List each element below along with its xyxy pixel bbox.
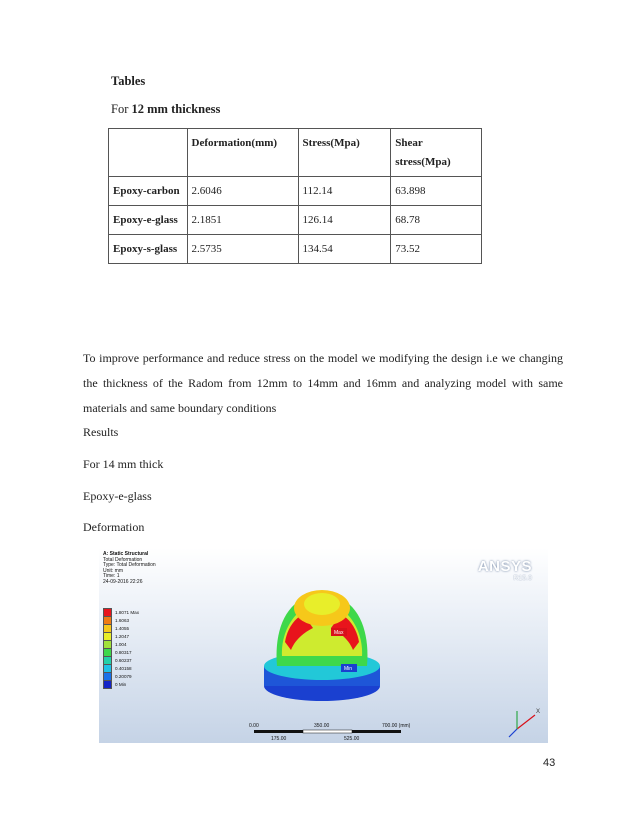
table-cell: 73.52 (391, 235, 482, 264)
table-row (109, 177, 482, 206)
subheading-bold: 12 mm thickness (131, 102, 221, 116)
scale-label: 350.00 (314, 723, 330, 729)
legend-label: 0.20079 (115, 673, 132, 679)
table-cell: 134.54 (298, 235, 391, 264)
table-row-header: Epoxy-s-glass (109, 235, 188, 264)
axis-z-line (509, 729, 517, 737)
table-cell: 68.78 (391, 206, 482, 235)
subheading-prefix: For (111, 102, 132, 116)
legend-label: 1.4055 (115, 625, 130, 631)
max-tag-text: Max (334, 630, 344, 636)
axis-x-label: X (536, 709, 541, 715)
table-cell: 2.6046 (187, 177, 298, 206)
figure-title-line: A: Static Structural (103, 551, 149, 557)
deformation-label: Deformation (83, 520, 145, 534)
legend-label: 0.80317 (115, 649, 132, 655)
scale-label: 0.00 (249, 723, 259, 729)
table-cell: 2.1851 (187, 206, 298, 235)
figure-title-line: 24-09-2016 22:26 (103, 578, 143, 585)
min-tag-text: Min (344, 666, 353, 672)
scale-seg-2 (303, 730, 352, 733)
results-table (108, 128, 482, 264)
scale-seg-3 (352, 730, 401, 733)
scale-label: 525.00 (344, 736, 360, 742)
legend-label: 1.2047 (115, 633, 130, 639)
legend-label: 1.004 (115, 641, 127, 647)
table-header-cell: Deformation(mm) (187, 129, 298, 177)
axis-x-line (517, 715, 535, 729)
legend-label: 1.6063 (115, 617, 130, 623)
figure-title-line: Type: Total Deformation (103, 562, 156, 569)
table-header-row (109, 129, 482, 177)
material-label: Epoxy-e-glass (83, 489, 152, 503)
scale-seg-1 (254, 730, 303, 733)
tables-heading: Tables (111, 74, 146, 88)
legend-label: 0.40158 (115, 665, 132, 671)
table-cell: 126.14 (298, 206, 391, 235)
page-number: 43 (543, 757, 556, 769)
subheading-12mm (111, 102, 220, 117)
model-dome-top (304, 593, 340, 615)
legend-label: 0 Min (115, 681, 127, 687)
ansys-version: R15.0 (513, 575, 532, 582)
table-row (109, 206, 482, 235)
table-cell: 63.898 (391, 177, 482, 206)
scale-label: 175.00 (271, 736, 287, 742)
table-cell: 112.14 (298, 177, 391, 206)
deformation-figure (99, 548, 548, 743)
for-14mm-label: For 14 mm thick (83, 457, 164, 471)
table-header-cell: Shear stress(Mpa) (391, 129, 482, 177)
table-header-cell (109, 129, 188, 177)
ansys-logo: ANSYS (477, 558, 532, 575)
figure-title-line: Total Deformation (103, 556, 143, 563)
table-header-cell: Stress(Mpa) (298, 129, 391, 177)
results-label: Results (83, 425, 119, 439)
legend-label: 1.8071 Max (115, 609, 140, 615)
legend-label: 0.60237 (115, 657, 132, 663)
body-paragraph: To improve performance and reduce stress on the model we modifying the design i.e we changing the thickness of the Radom from 12mm to 14mm and 16mm and analyzing model with same materials and same boundary conditions (83, 351, 563, 415)
table-row (109, 235, 482, 264)
table-row-header: Epoxy-e-glass (109, 206, 188, 235)
model-view (99, 548, 548, 743)
table-cell: 2.5735 (187, 235, 298, 264)
figure-title-line: Unit: mm (103, 567, 123, 574)
scale-label: 700.00 (mm) (382, 723, 411, 729)
figure-title-line: Time: 1 (103, 573, 120, 580)
table-row-header: Epoxy-carbon (109, 177, 188, 206)
